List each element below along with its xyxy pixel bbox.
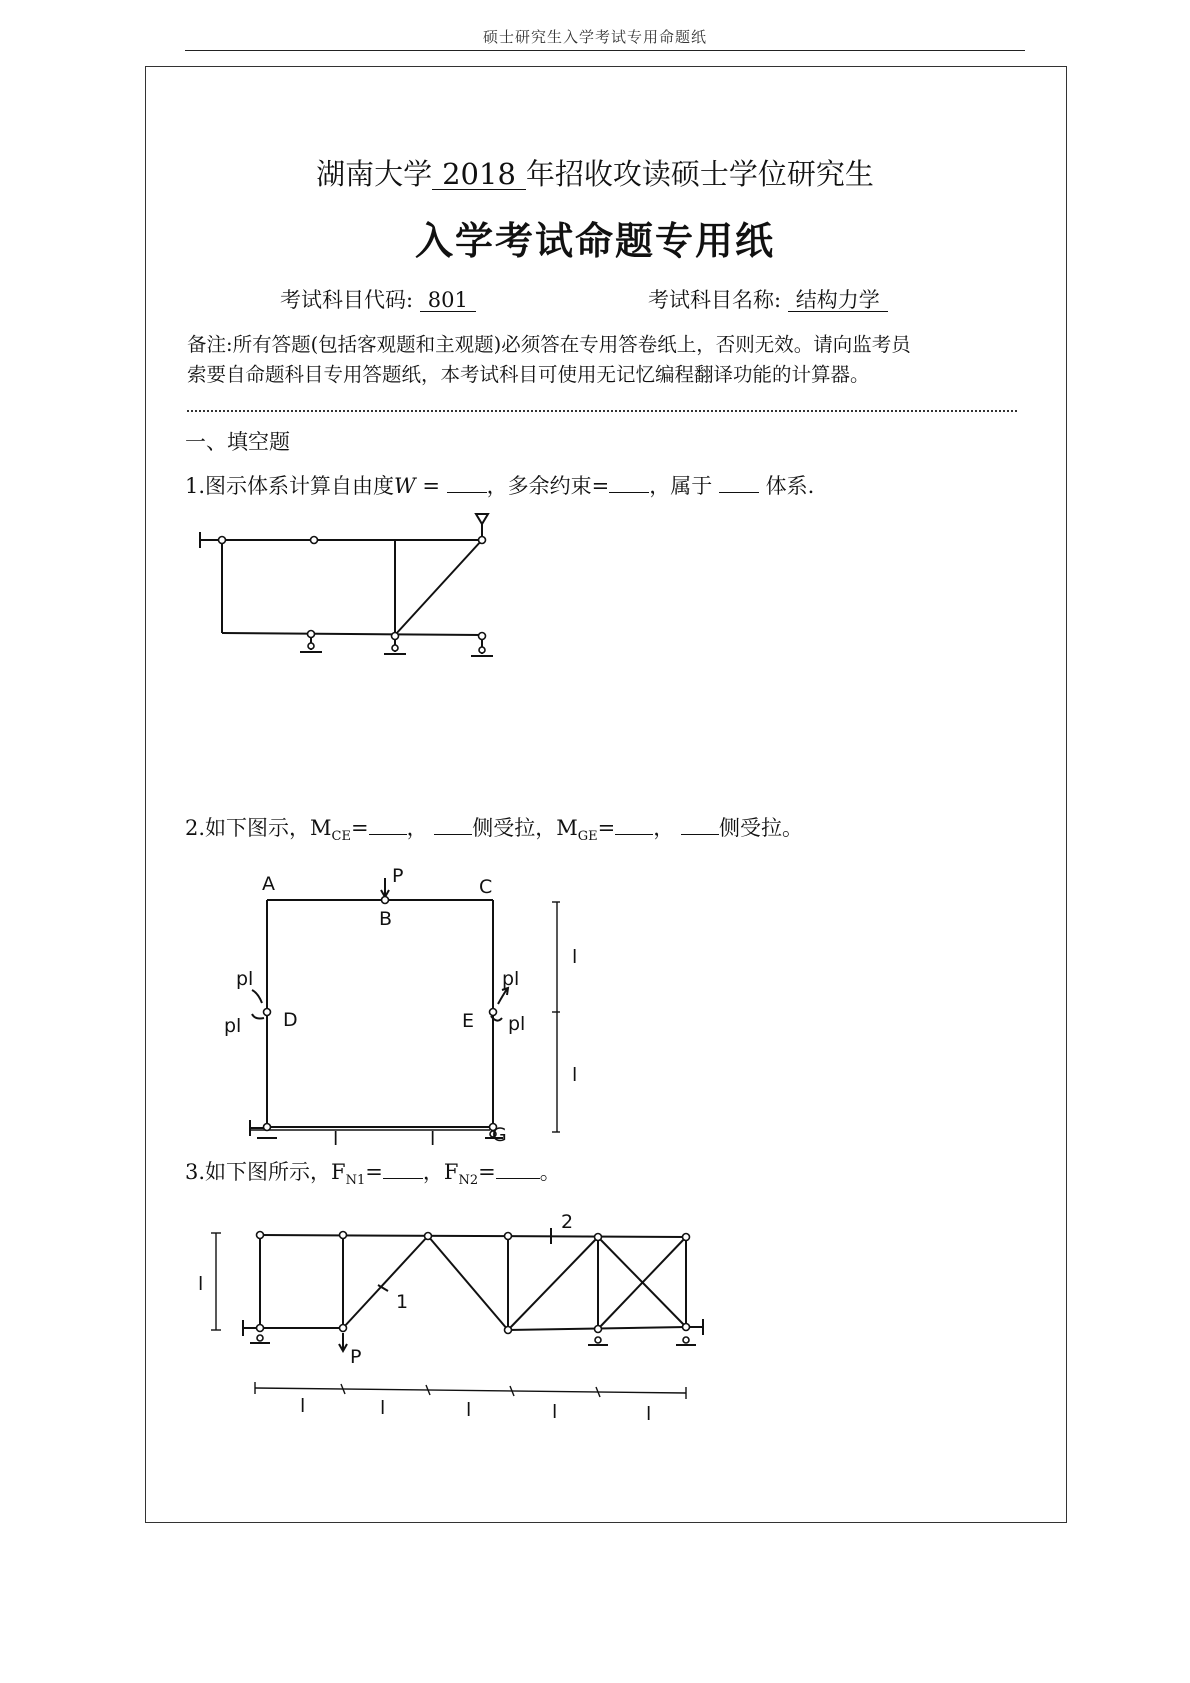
exam-title: 湖南大学 2018 年招收攻读硕士学位研究生 (316, 157, 874, 191)
q2-label-c: C (479, 876, 493, 898)
q3-label-l-left: l (198, 1273, 204, 1295)
q1-answer-blank-1[interactable] (447, 491, 487, 493)
page-header: 硕士研究生入学考试专用命题纸 (482, 28, 707, 46)
q2-label-a: A (262, 873, 275, 895)
dotted-divider (187, 410, 1017, 412)
q2-answer-blank-1[interactable] (369, 833, 407, 835)
q2-label-pl-1: pl (236, 968, 254, 990)
q3-truss-figure (195, 1205, 715, 1440)
q1-answer-blank-2[interactable] (609, 491, 649, 493)
q2-label-pl-4: pl (508, 1013, 526, 1035)
q2-label-e: E (462, 1010, 475, 1032)
q1-answer-blank-3[interactable] (719, 491, 759, 493)
paper-title: 入学考试命题专用纸 (414, 218, 775, 263)
section-heading: 一、填空题 (185, 430, 290, 454)
q3-answer-blank-2[interactable] (496, 1177, 540, 1179)
q2-label-pl-3: pl (502, 968, 520, 990)
q3-label-member-1: 1 (396, 1291, 409, 1313)
q3-label-l-4: l (552, 1401, 558, 1423)
subject-code: 考试科目代码: 801 (280, 284, 476, 314)
q2-answer-blank-4[interactable] (681, 833, 719, 835)
header-rule (185, 50, 1025, 51)
question-3: 3.如下图所示，$F_{N1}=$ ，$F_{N2}=$ 。 (185, 1160, 561, 1189)
q3-label-member-2: 2 (561, 1211, 574, 1233)
subject-name-value: 结构力学 (788, 289, 888, 312)
q2-frame-figure (215, 865, 590, 1145)
q3-label-l-1: l (300, 1395, 306, 1417)
q3-answer-blank-1[interactable] (383, 1177, 423, 1179)
q1-structure-figure (190, 510, 510, 675)
q2-label-d: D (283, 1009, 298, 1031)
q2-label-l-3: l (333, 1128, 339, 1145)
q3-label-p: P (350, 1346, 362, 1368)
q3-label-l-3: l (466, 1399, 472, 1421)
q2-label-pl-2: pl (224, 1015, 242, 1037)
question-2: 2.如下图示，$M_{CE}=$ ， 侧受拉，$M_{GE}=$ ， 侧受拉。 (185, 816, 803, 845)
q2-label-p: P (392, 865, 404, 887)
subject-code-value: 801 (420, 289, 476, 312)
q3-label-l-5: l (646, 1403, 652, 1425)
q2-label-l-4: l (430, 1128, 436, 1145)
q2-label-b: B (379, 908, 393, 930)
subject-name: 考试科目名称: 结构力学 (648, 284, 888, 314)
q2-label-l-1: l (572, 946, 578, 968)
q2-label-g: G (492, 1124, 507, 1145)
question-1: 1.图示体系计算自由度W = ，多余约束= ，属于 体系. (185, 474, 815, 498)
q3-label-l-2: l (380, 1397, 386, 1419)
q2-label-l-2: l (572, 1064, 578, 1086)
exam-note: 备注:所有答题(包括客观题和主观题)必须答在专用答卷纸上，否则无效。请向监考员 索要自命题科目专用答题纸，本考试科目可使用无记忆编程翻译功能的计算器。 (187, 333, 911, 386)
q2-answer-blank-2[interactable] (434, 833, 472, 835)
exam-year: 2018 (432, 159, 526, 190)
q2-answer-blank-3[interactable] (615, 833, 653, 835)
